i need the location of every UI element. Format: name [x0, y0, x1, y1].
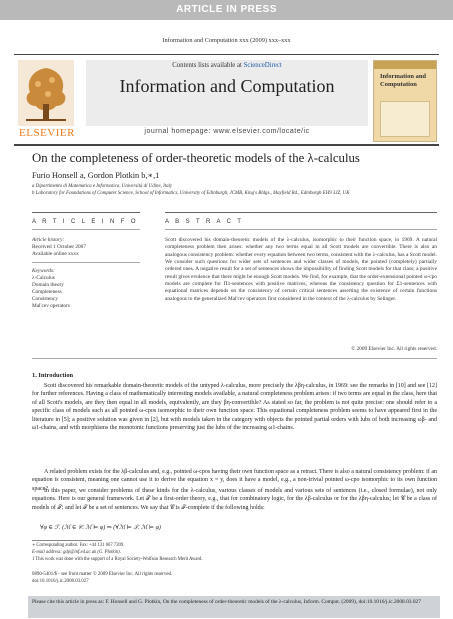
publisher-name: ELSEVIER	[19, 127, 75, 139]
header-rule-top	[14, 54, 439, 55]
keyword: Consistency	[32, 296, 58, 302]
footnote-rule	[32, 540, 102, 541]
completeness-formula: ∀φ ∈ ℱ. (ℳ ∈ 𝒞. ℳ ⊨ φ) ⇒ (∀ℳ ⊨ 𝒯. ℳ ⊨ φ)	[40, 525, 161, 531]
affiliation-a: a Dipartimento di Matematica e Informatica, Università di Udine, Italy	[32, 184, 173, 189]
article-info-rule	[32, 212, 140, 213]
contents-prefix: Contents lists available at	[172, 62, 244, 69]
body-paragraph	[32, 382, 437, 432]
contents-line	[86, 62, 368, 69]
abstract-text: Scott discovered his domain-theoretic models of the λ-calculus, isomorphic to their function space, in 1969. A natural completeness problem then arises: whether any two terms equal in all Scott models are convertible. There is also an analogous consistency problem: whether every equation between two terms, consistent with the λ-calculus, has a Scott model. We consider such questions for wider sets of sentences and wider classes of models, the pointed (completely) partially ordered ones. A negative result for a set of sentences shows the impossibility of finding Scott models for that class; a positive result gives evidence that there might be enough Scott models. We find, for example, that the order-extensional pointed ω-cpo models are complete for Π1-sentences with positive matrices, whereas the consistency question for Σ1-sentences with equational matrices depends on the consistency of certain critical sentences asserting the existence of certain functions analogous to the generalized Mal'cev operators first considered in the context of the λ-calculus by Selinger.	[165, 237, 437, 302]
citation-notice: Please cite this article in press as: F. Honsell and G. Plotkin, On the completeness of order-theoretic models of the λ-calculus, Inform. Comput. (2009), doi:10.1016/j.ic.2008.03.027	[28, 596, 440, 618]
journal-homepage[interactable]: journal homepage: www.elsevier.com/locate/ic	[144, 128, 310, 135]
keyword: Completeness	[32, 289, 62, 295]
paragraph-text: A related problem exists for the λβ-calculus and, e.g., pointed ω-cpos having their own function space as a retract. There is also a natural consistency problem: if an equation is consistent, meaning one cannot use it to derive the equation x = y, does it have a model, e.g., a non-trivial pointed ω-cpo isomorphic to its own function space?	[32, 469, 438, 492]
abstract-rule	[165, 212, 437, 213]
keywords-label: Keywords:	[32, 268, 55, 274]
abstract-subrule	[165, 229, 437, 230]
header-rule-bottom	[14, 144, 439, 146]
journal-cover-thumbnail	[373, 60, 437, 142]
article-info-subrule	[32, 229, 140, 230]
article-info-heading: A R T I C L E I N F O	[32, 219, 138, 225]
footnote-funding: 1 This work was done with the support of a Royal Society-Wolfson Research Merit Award.	[32, 557, 203, 562]
doi-line[interactable]: doi:10.1016/j.ic.2008.03.027	[32, 579, 89, 584]
article-title: On the completeness of order-theoretic models of the λ-calculus	[32, 151, 360, 165]
keyword: Mal'cev operators	[32, 303, 70, 309]
journal-title: Information and Computation	[119, 76, 335, 96]
abstract-end-rule	[32, 358, 437, 359]
abstract-heading: A B S T R A C T	[165, 219, 244, 225]
paragraph-text: Scott discovered his remarkable domain-theoretic models of the untyped λ-calculus, more precisely the λβη-calculus, in 1969: see the remarks in [10] and see [12] for further references. Having a class of mathematically interesting models available, a natural completeness problem arises: if two terms are equal in the class, here that of all Scott's models, are they then equal in all models, equivalently, are they βη-convertible? As stated so far, the problem is not quite precise: one should refer to a specific class of models such as all pointed ω-cpos isomorphic to their own function space. This equational completeness problem seems to have appeared first in the literature in [5]; a positive solution was given in [2], but with models taken in the category with objects the pointed partial orders with lubs of both increasing ωβ- and ω1-chains, and with morphisms the monotonic functions preserving just the lubs of the increasing ω1-chains.	[32, 383, 437, 432]
issn-line: 0890-5401/$ - see front matter © 2009 Elsevier Inc. All rights reserved.	[32, 572, 173, 577]
keyword: λ-Calculus	[32, 275, 55, 281]
article-in-press-banner: ARTICLE IN PRESS	[0, 0, 453, 20]
elsevier-tree-logo	[18, 60, 74, 126]
paragraph-text: In this paper, we consider problems of these kinds for the λ-calculus, various classes of models and various sets of sentences (i.e., closed formulae), not only equations. Here is our general framework. Let 𝒯 be a first-order theory, e.g., that for combinatory logic, for the λβ-calculus or for the λβη-calculus; let 𝒞 be a class of models of 𝒯; and let ℱ be a set of sentences. We say that 𝒞 is ℱ-complete if the following holds:	[32, 488, 437, 511]
footnote-corresponding: ∗ Corresponding author. Fax: +44 131 667 7209.	[32, 543, 125, 548]
cover-band	[374, 61, 436, 69]
cover-panel	[380, 101, 430, 137]
section-heading: 1. Introduction	[32, 372, 74, 379]
affiliation-b: b Laboratory for Foundations of Computer Science, School of Informatics, University of Edinburgh, JCMB, King's Bldgs., Mayfield Rd., Edinburgh EH9 3JZ, UK	[32, 191, 350, 196]
sciencedirect-link[interactable]: ScienceDirect	[243, 62, 282, 69]
journal-citation-line: Information and Computation xxx (2009) xxx–xxx	[162, 37, 291, 44]
keyword: Domain theory	[32, 282, 64, 288]
received-date: Received 1 October 2007	[32, 244, 86, 250]
footnote-email[interactable]: E-mail address: gdp@inf.ed.ac.uk (G. Plotkin).	[32, 550, 121, 555]
cover-title: Information and Computation	[380, 73, 427, 88]
body-paragraph	[32, 487, 437, 512]
available-online: Available online xxxx	[32, 251, 79, 257]
info-divider	[32, 262, 140, 263]
history-label: Article history:	[32, 237, 65, 243]
authors: Furio Honsell a, Gordon Plotkin b,∗,1	[32, 171, 160, 180]
abstract-copyright: © 2009 Elsevier Inc. All rights reserved.	[351, 346, 437, 352]
